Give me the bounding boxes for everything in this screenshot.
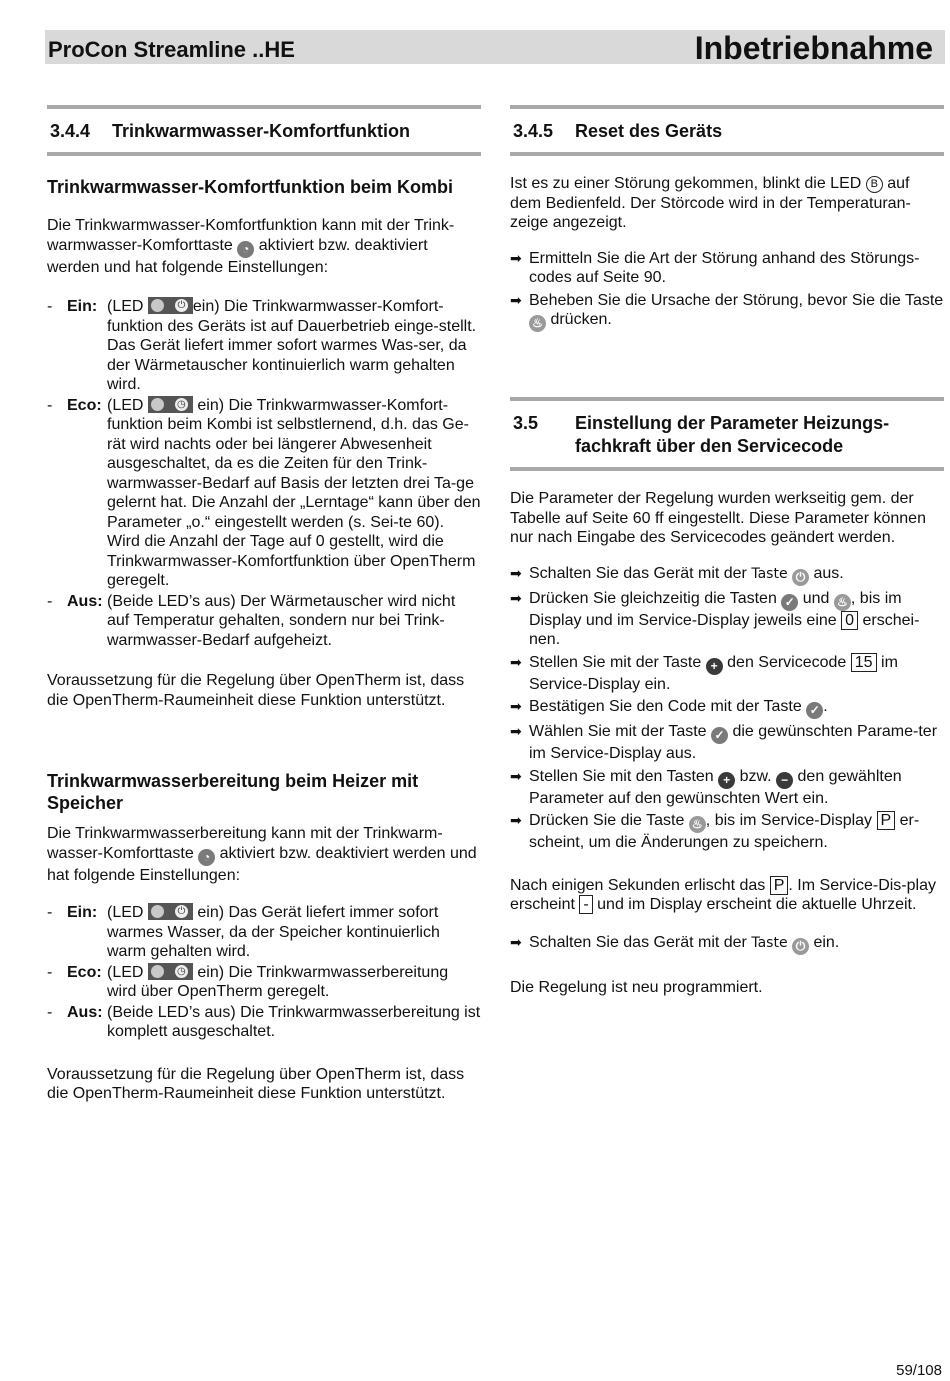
arrow-icon: ➡ <box>510 767 522 784</box>
service-step: ➡ Bestätigen Sie den Code mit der Taste ✓ . <box>510 698 828 717</box>
chapter-title: Inbetriebnahme <box>694 30 933 66</box>
service-after: Nach einigen Sekunden erlischt das P . Im Service-Dis-play erscheint - und im Display erscheint die aktuelle Uhrzeit. <box>510 876 936 913</box>
page-header <box>45 30 945 64</box>
service-step: ➡ Stellen Sie mit den Tasten + bzw. − den gewählten Parameter auf den gewünschten Wert ein. <box>510 767 902 807</box>
subheading-kombi: Trinkwarmwasser-Komfortfunktion beim Kombi <box>47 177 454 197</box>
service-step: ➡ Wählen Sie mit der Taste ✓ die gewünschten Parame-ter im Service-Display aus. <box>510 723 938 762</box>
led-on-icon: ⏻ <box>148 903 193 920</box>
plus-key-icon: + <box>718 772 735 789</box>
power-key-icon: ⏻ <box>792 569 809 586</box>
service-step: ➡ Schalten Sie das Gerät mit der Taste ⏻ aus. <box>510 564 844 584</box>
service-step: ➡ Schalten Sie das Gerät mit der Taste ⏻ ein. <box>510 933 840 953</box>
service-intro: Die Parameter der Regelung wurden werkseitig gem. der Tabelle auf Seite 60 ff eingestellt. Diese Parameter können nur nach Eingabe des Servicecodes geändert werden. <box>510 490 926 546</box>
reset-key-icon: ♨ <box>689 816 706 833</box>
comfort-key-icon: ◔ <box>237 241 254 258</box>
section-number: 3.4.4 <box>50 121 91 141</box>
led-eco-icon: ◷ <box>148 396 193 413</box>
section-heading-345: 3.4.5 Reset des Geräts <box>510 105 944 156</box>
reset-step: ➡ Beheben Sie die Ursache der Störung, bevor Sie die Taste ♨ drücken. <box>510 291 944 330</box>
speicher-note: Voraussetzung für die Regelung über OpenTherm ist, dass die OpenTherm-Raumeinheit diese Funktion unterstützt. <box>47 1065 465 1102</box>
reset-key-icon: ♨ <box>834 594 851 611</box>
reset-key-icon: ♨ <box>529 315 546 332</box>
setting-ein: - Ein: (LED ⏻ ein) Die Trinkwarmwasser-Komfort-funktion des Geräts ist auf Dauerbetrieb einge-stellt. Das Gerät liefert immer sofort warmes Was-ser, da der Wärmetauscher kontinuierlich warm gehalten wird. <box>47 298 477 393</box>
minus-key-icon: − <box>776 772 793 789</box>
setting-ein: - Ein: (LED ⏻ ein) Das Gerät liefert immer sofort warmes Wasser, da der Speicher kontinuierlich warm gehalten wird. <box>47 904 440 960</box>
display-box: - <box>579 895 592 914</box>
page-number: 59/108 <box>896 1362 942 1379</box>
kombi-note: Voraussetzung für die Regelung über OpenTherm ist, dass die OpenTherm-Raumeinheit diese Funktion unterstützt. <box>47 672 465 709</box>
confirm-key-icon: ✓ <box>781 594 798 611</box>
service-final: Die Regelung ist neu programmiert. <box>510 978 763 996</box>
right-column <box>510 105 944 997</box>
display-box: P <box>770 876 789 895</box>
arrow-icon: ➡ <box>510 812 522 828</box>
confirm-key-icon: ✓ <box>806 702 823 719</box>
plus-key-icon: + <box>706 658 723 675</box>
reset-step: ➡ Ermitteln Sie die Art der Störung anhand des Störungs-codes auf Seite 90. <box>510 249 920 286</box>
led-eco-icon: ◷ <box>148 963 193 980</box>
service-step: ➡ Drücken Sie gleichzeitig die Tasten ✓ und ♨ , bis im Display und im Service-Display jeweils eine 0 erschei-nen. <box>510 589 920 648</box>
arrow-icon: ➡ <box>510 589 522 606</box>
kombi-intro: Die Trinkwarmwasser-Komfortfunktion kann mit der Trink-warmwasser-Komforttaste ◔ aktiviert bzw. deaktiviert werden und hat folgende Einstellungen: <box>47 217 455 276</box>
setting-eco: - Eco: (LED ◷ ein) Die Trinkwarmwasser-Komfort-funktion beim Kombi ist selbstlernend, d.h. das Ge-rät wird nachts oder bei längerer Abwesenheit ausgeschaltet, da es die Zeiten für den Trink-warmwasser-Bedarf auf Basis der letzten drei Ta-ge gelernt hat. Die Anzahl der „Lerntage“ kann über den Parameter „o.“ eingestellt werden (s. Sei-te 60). Wird die Anzahl der Tage auf 0 gestellt, wird die Trinkwarmwasser-Komfortfunktion über OpenTherm geregelt. <box>47 396 481 589</box>
setting-aus: - Aus: (Beide LED’s aus) Der Wärmetauscher wird nicht auf Temperatur gehalten, sondern nur bei Trink-warmwasser-Bedarf aufgeheizt. <box>47 592 456 649</box>
arrow-icon: ➡ <box>510 698 522 714</box>
power-key-icon: ⏻ <box>792 938 809 955</box>
setting-aus: - Aus: (Beide LED’s aus) Die Trinkwarmwasserbereitung ist komplett ausgeschaltet. <box>47 1003 481 1040</box>
subheading-speicher: Trinkwarmwasserbereitung beim Heizer mit Speicher <box>47 771 419 813</box>
led-on-icon: ⏻ <box>148 297 193 314</box>
led-b-icon: B <box>866 176 883 193</box>
left-column <box>47 105 481 1104</box>
display-box: 0 <box>841 611 858 630</box>
setting-eco: - Eco: (LED ◷ ein) Die Trinkwarmwasserbereitung wird über OpenTherm geregelt. <box>47 963 449 1000</box>
section-heading-35: 3.5 Einstellung der Parameter Heizungs-fachkraft über den Servicecode <box>510 397 944 471</box>
product-title: ProCon Streamline ..HE <box>48 37 295 62</box>
arrow-icon: ➡ <box>510 653 522 670</box>
display-box: 15 <box>851 653 877 672</box>
speicher-intro: Die Trinkwarmwasserbereitung kann mit der Trinkwarm-wasser-Komforttaste ◔ aktiviert bzw. deaktiviert werden und hat folgende Einstellungen: <box>47 825 477 884</box>
section-heading-344 <box>47 105 481 156</box>
arrow-icon: ➡ <box>510 723 522 739</box>
reset-intro: Ist es zu einer Störung gekommen, blinkt die LED B auf dem Bedienfeld. Der Störcode wird in der Temperaturan-zeige angezeigt. <box>510 175 911 231</box>
display-box: P <box>877 811 896 830</box>
comfort-key-icon: ◔ <box>198 849 215 866</box>
service-step: ➡ Drücken Sie die Taste ♨ , bis im Service-Display P er-scheint, um die Änderungen zu speichern. <box>510 812 920 851</box>
arrow-icon: ➡ <box>510 249 522 266</box>
service-step: ➡ Stellen Sie mit der Taste + den Servicecode 15 im Service-Display ein. <box>510 653 898 693</box>
arrow-icon: ➡ <box>510 564 522 581</box>
arrow-icon: ➡ <box>510 291 522 308</box>
confirm-key-icon: ✓ <box>711 727 728 744</box>
section-title: Trinkwarmwasser-Komfortfunktion <box>112 121 411 141</box>
arrow-icon: ➡ <box>510 933 522 950</box>
